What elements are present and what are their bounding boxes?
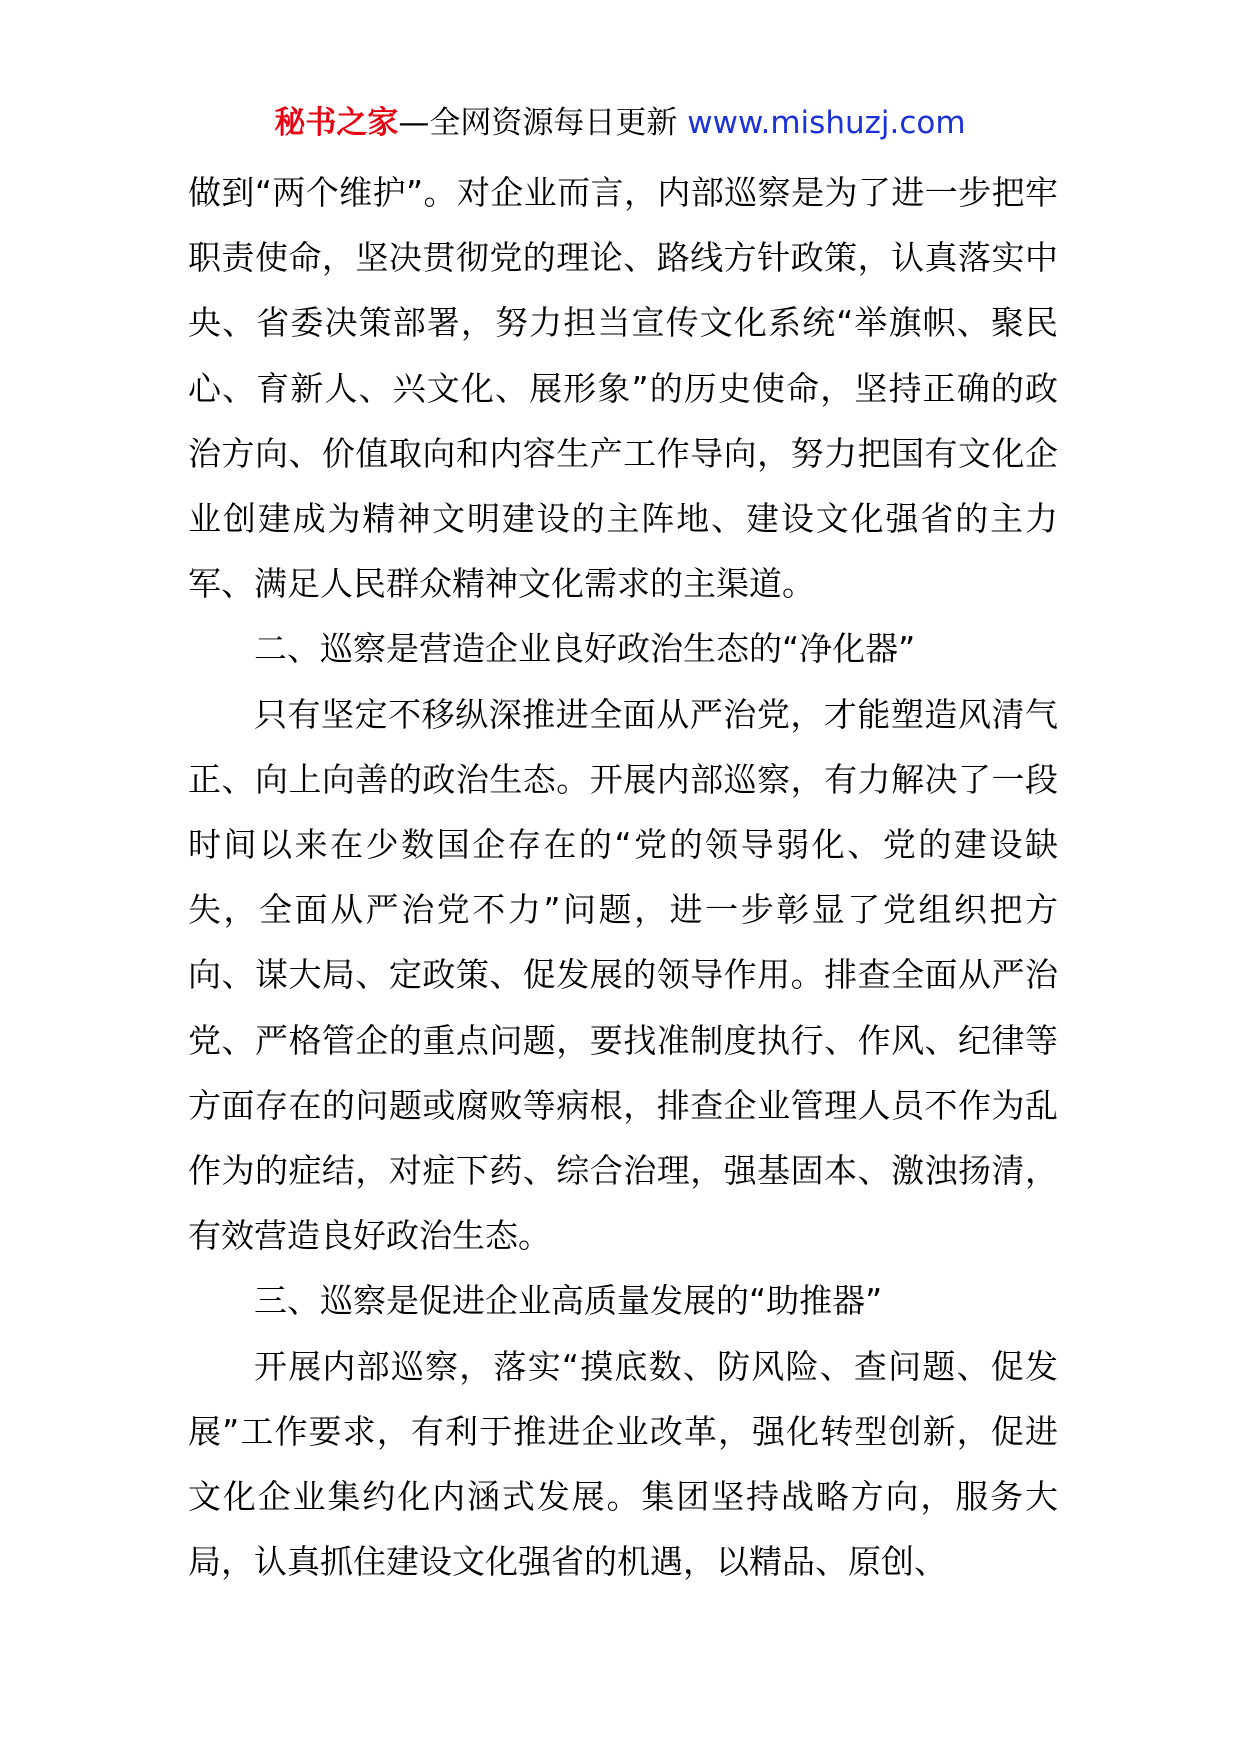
body-paragraph: 做到“两个维护”。对企业而言，内部巡察是为了进一步把牢职责使命，坚决贯彻党的理论、路线方针政策，认真落实中央、省委决策部署，努力担当宣传文化系统“举旗帜、聚民心、育新人、兴文化、展形象”的历史使命，坚持正确的政治方向、价值取向和内容生产工作导向，努力把国有文化企业创建成为精神文明建设的主阵地、建设文化强省的主力军、满足人民群众精神文化需求的主渠道。 xyxy=(188,173,1058,604)
site-header xyxy=(0,103,1240,143)
site-url-link[interactable]: www.mishuzj.com xyxy=(687,105,966,141)
brand-name: 秘书之家 xyxy=(274,105,399,141)
body-paragraph: 开展内部巡察，落实“摸底数、防风险、查问题、促发展”工作要求，有利于推进企业改革，强化转型创新，促进文化企业集约化内涵式发展。集团坚持战略方向，服务大局，认真抓住建设文化强省的机遇，以精品、原创、 xyxy=(188,1346,1058,1582)
section-heading: 三、巡察是促进企业高质量发展的“助推器” xyxy=(254,1281,883,1321)
document-body xyxy=(188,160,1058,1594)
header-tagline: —全网资源每日更新 xyxy=(398,105,688,141)
section-heading: 二、巡察是营造企业良好政治生态的“净化器” xyxy=(254,629,916,669)
body-paragraph: 只有坚定不移纵深推进全面从严治党，才能塑造风清气正、向上向善的政治生态。开展内部巡察，有力解决了一段时间以来在少数国企存在的“党的领导弱化、党的建设缺失，全面从严治党不力”问题，进一步彰显了党组织把方向、谋大局、定政策、促发展的领导作用。排查全面从严治党、严格管企的重点问题，要找准制度执行、作风、纪律等方面存在的问题或腐败等病根，排查企业管理人员不作为乱作为的症结，对症下药、综合治理，强基固本、激浊扬清，有效营造良好政治生态。 xyxy=(188,694,1058,1256)
